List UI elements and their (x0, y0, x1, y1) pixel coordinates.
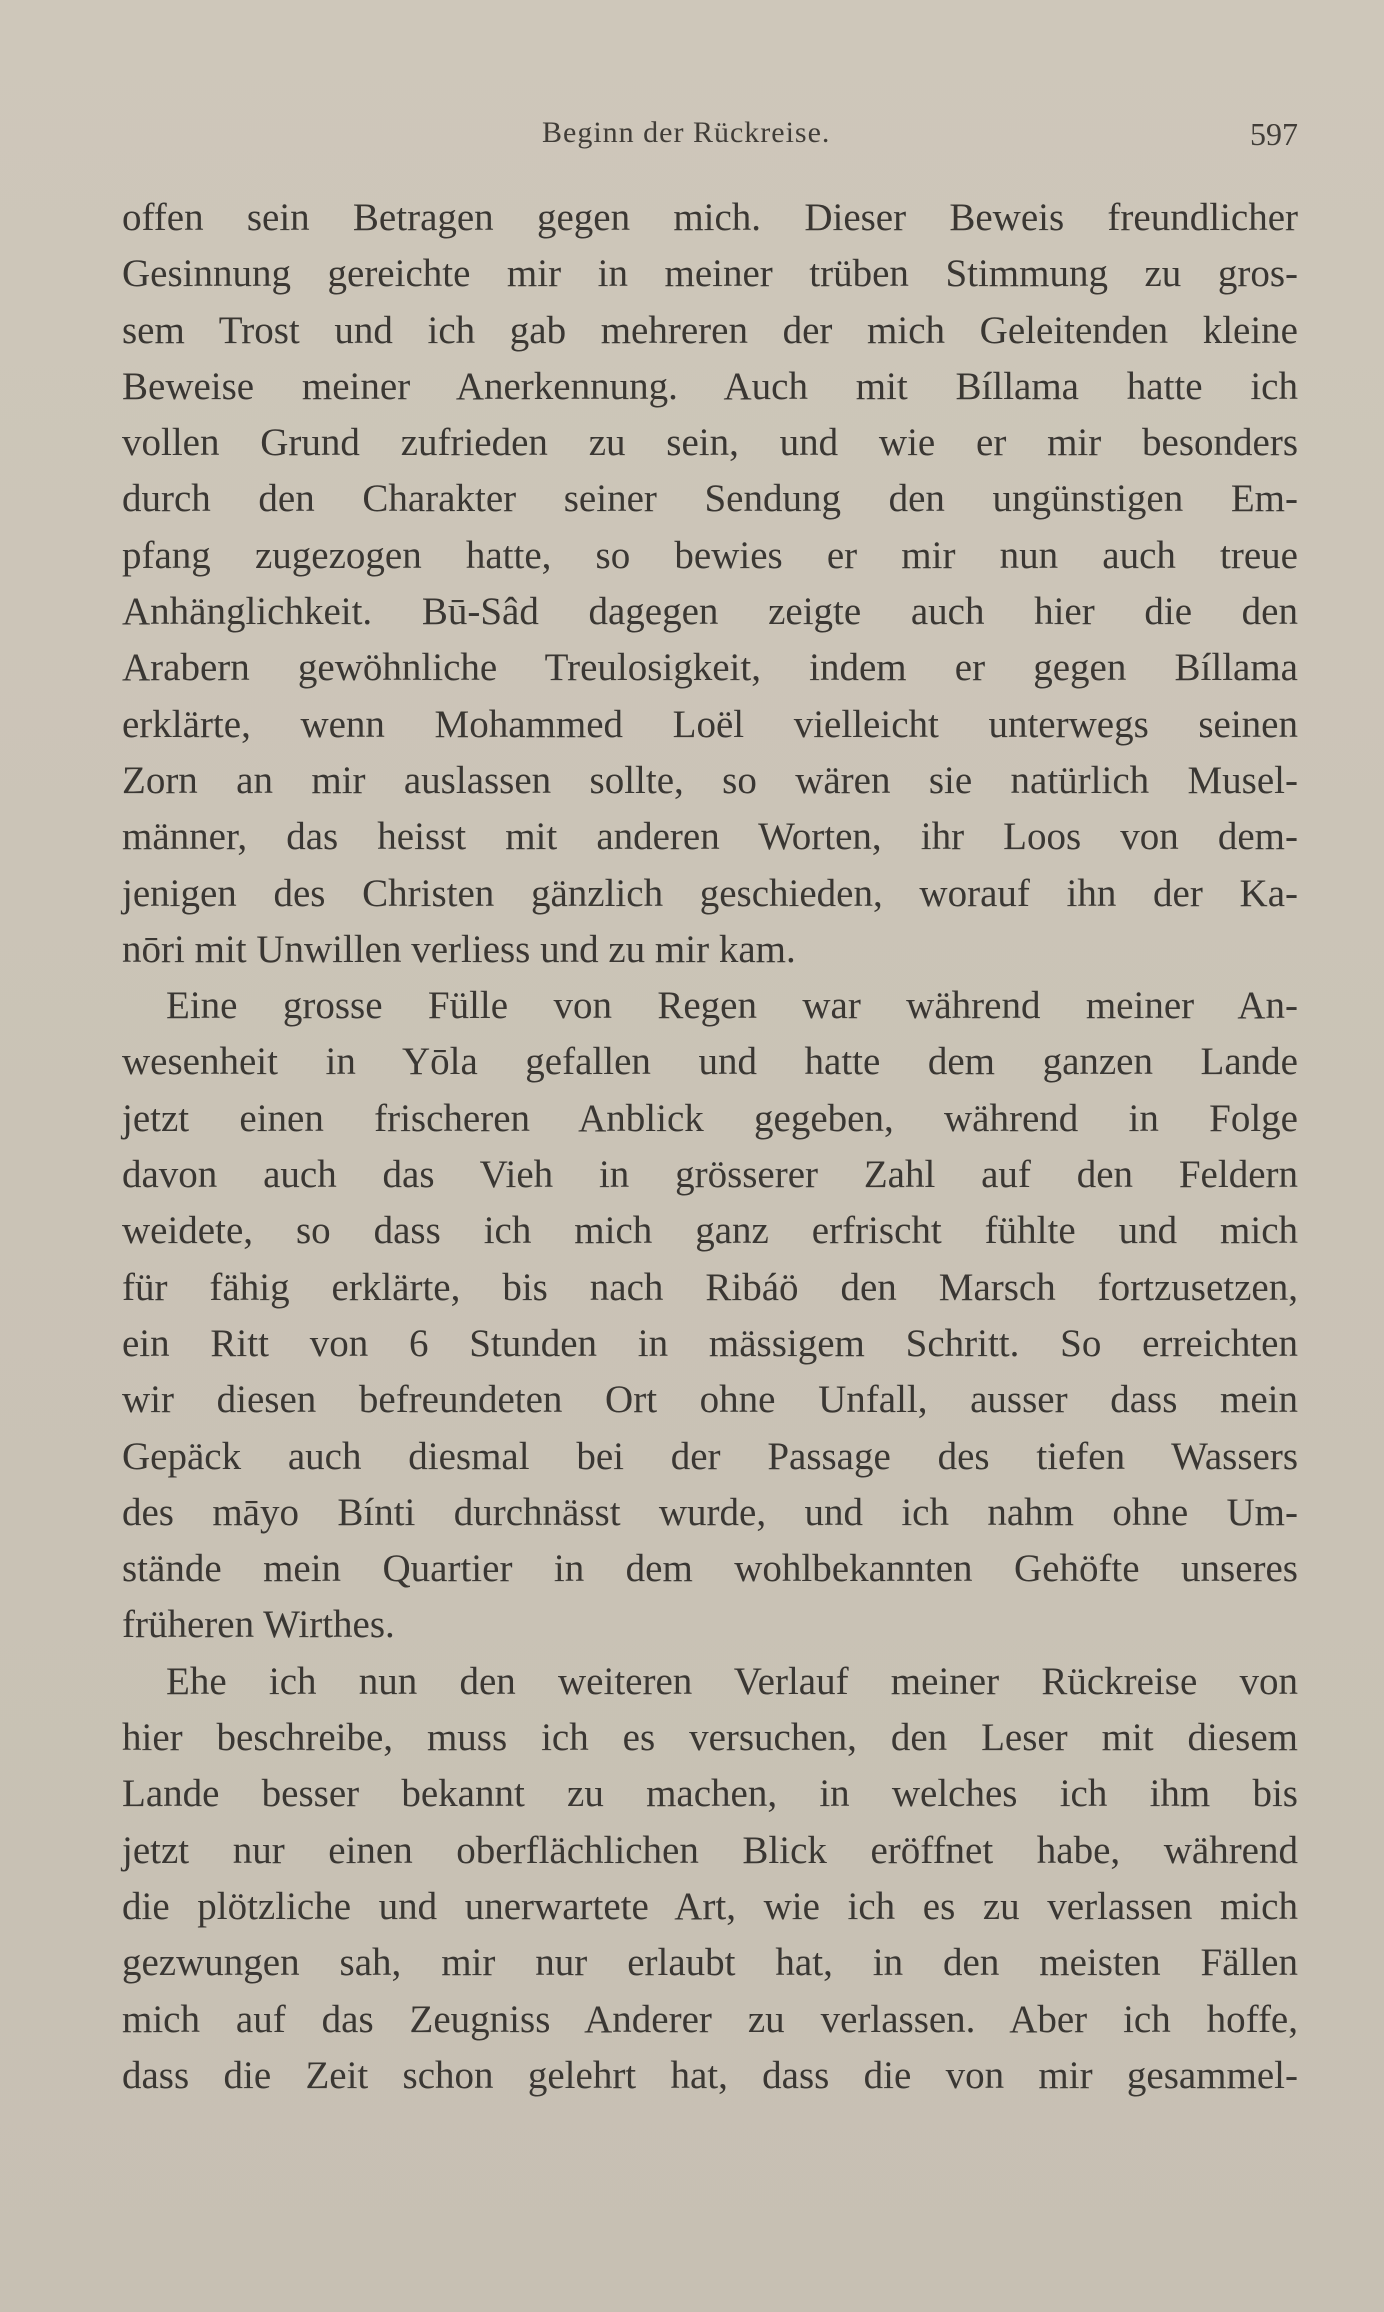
text-line: ein Ritt von 6 Stunden in mässigem Schritt. So erreichten (122, 1321, 1298, 1365)
text-line: durch den Charakter seiner Sendung den ungünstigen Em- (122, 477, 1298, 521)
body-text (122, 190, 1298, 2104)
text-line: nōri mit Unwillen verliess und zu mir kam. (122, 927, 796, 971)
page-header (122, 116, 1298, 164)
text-line: hier beschreibe, muss ich es versuchen, den Leser mit diesem (122, 1716, 1298, 1760)
text-line: wesenheit in Yōla gefallen und hatte dem ganzen Lande (122, 1040, 1298, 1084)
text-line: Gesinnung gereichte mir in meiner trüben Stimmung zu gros- (122, 252, 1298, 296)
text-line: sem Trost und ich gab mehreren der mich Geleitenden kleine (122, 308, 1298, 352)
text-line: offen sein Betragen gegen mich. Dieser Beweis freundlicher (122, 196, 1298, 239)
text-line: vollen Grund zufrieden zu sein, und wie er mir besonders (122, 421, 1298, 465)
text-line: Gepäck auch diesmal bei der Passage des tiefen Wassers (122, 1434, 1298, 1478)
text-line: mich auf das Zeugniss Anderer zu verlassen. Aber ich hoffe, (122, 1997, 1298, 2041)
text-line: des māyo Bínti durchnässt wurde, und ich nahm ohne Um- (122, 1490, 1298, 1534)
text-line: männer, das heisst mit anderen Worten, ihr Loos von dem- (122, 815, 1298, 859)
text-line: stände mein Quartier in dem wohlbekannten Gehöfte unseres (122, 1547, 1298, 1591)
text-line: die plötzliche und unerwartete Art, wie ich es zu verlassen mich (122, 1884, 1298, 1928)
text-line: erklärte, wenn Mohammed Loël vielleicht unterwegs seinen (122, 702, 1298, 746)
page-number: 597 (1250, 116, 1298, 152)
text-line: pfang zugezogen hatte, so bewies er mir nun auch treue (122, 533, 1298, 577)
paragraph-first-line: Eine grosse Fülle von Regen war während meiner An- (166, 984, 1298, 1028)
running-title: Beginn der Rückreise. (542, 116, 831, 149)
paragraph-first-line: Ehe ich nun den weiteren Verlauf meiner Rückreise von (166, 1659, 1298, 1703)
text-line: früheren Wirthes. (122, 1603, 395, 1647)
text-line: Zorn an mir auslassen sollte, so wären sie natürlich Musel- (122, 758, 1298, 802)
text-line: gezwungen sah, mir nur erlaubt hat, in den meisten Fällen (122, 1941, 1298, 1985)
text-line: jenigen des Christen gänzlich geschieden, worauf ihn der Ka- (122, 871, 1298, 915)
text-line: für fähig erklärte, bis nach Ribáö den Marsch fortzusetzen, (122, 1265, 1298, 1309)
text-line: jetzt einen frischeren Anblick gegeben, während in Folge (122, 1096, 1298, 1140)
text-line: weidete, so dass ich mich ganz erfrischt fühlte und mich (122, 1209, 1298, 1253)
text-line: davon auch das Vieh in grösserer Zahl auf den Feldern (122, 1153, 1298, 1197)
text-line: wir diesen befreundeten Ort ohne Unfall, ausser dass mein (122, 1378, 1298, 1422)
text-line: dass die Zeit schon gelehrt hat, dass die von mir gesammel- (122, 2053, 1298, 2097)
text-line: Anhänglichkeit. Bū-Sâd dagegen zeigte auch hier die den (122, 590, 1298, 634)
text-line: Beweise meiner Anerkennung. Auch mit Bíllama hatte ich (122, 364, 1298, 408)
text-line: Lande besser bekannt zu machen, in welches ich ihm bis (122, 1772, 1298, 1816)
text-line: jetzt nur einen oberflächlichen Blick eröffnet habe, während (122, 1828, 1298, 1872)
text-line: Arabern gewöhnliche Treulosigkeit, indem er gegen Bíllama (122, 646, 1298, 690)
